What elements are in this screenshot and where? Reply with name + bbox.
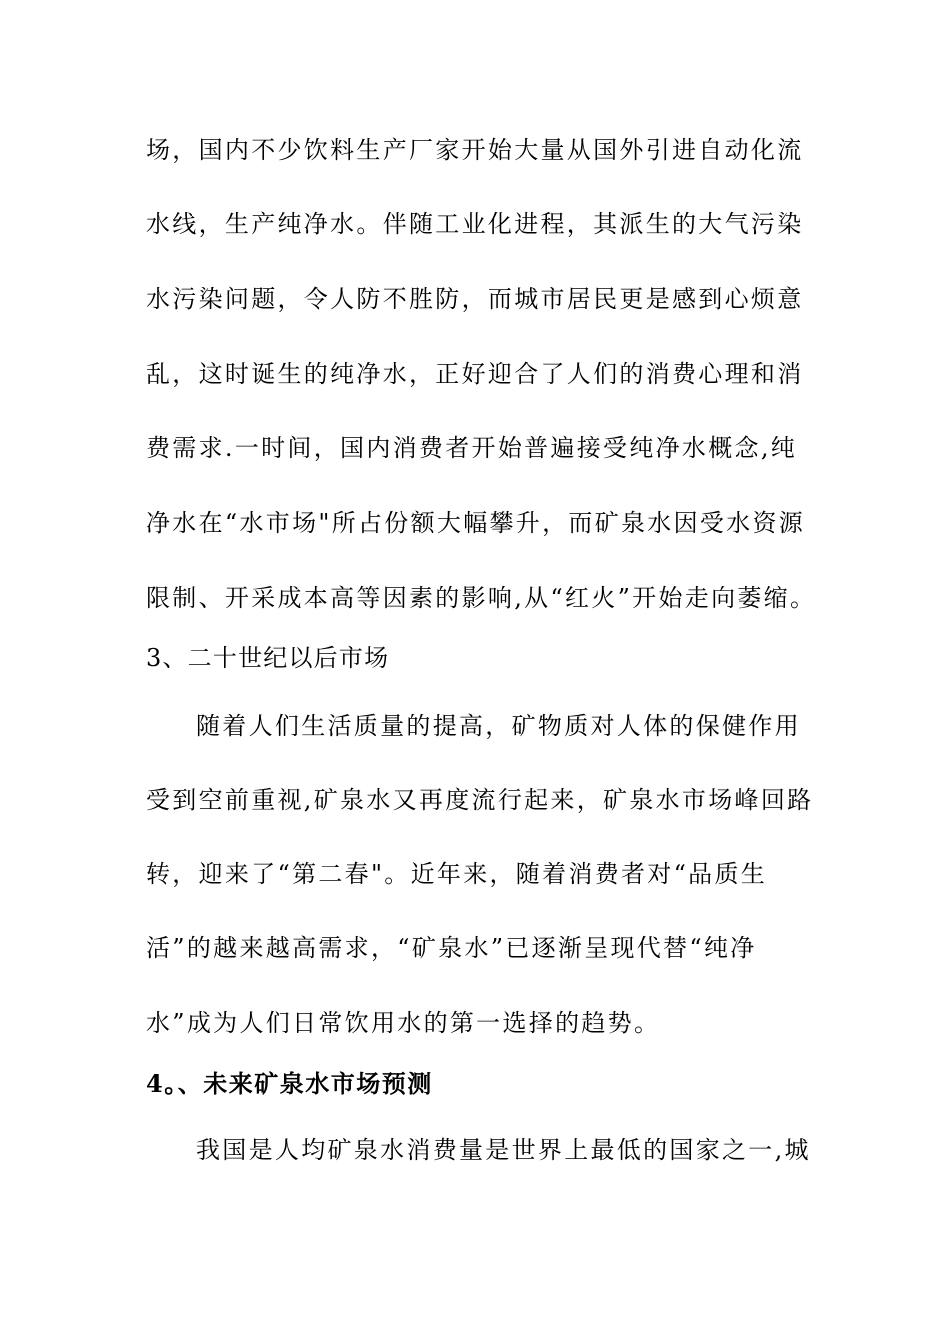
paragraph-line: 限制、开采成本高等因素的影响,从“红火”开始走向萎缩。 <box>146 584 817 612</box>
paragraph-line: 活”的越来越高需求，“矿泉水”已逐渐呈现代替“纯净 <box>146 934 757 962</box>
paragraph-line: 水线，生产纯净水。伴随工业化进程，其派生的大气污染 <box>146 210 804 238</box>
section-3-heading: 3、二十世纪以后市场 <box>146 644 390 672</box>
paragraph-line: 水污染问题，令人防不胜防，而城市居民更是感到心烦意 <box>146 285 804 313</box>
paragraph-line: 转，迎来了“第二春"。近年来，随着消费者对“品质生 <box>146 860 768 888</box>
paragraph-line: 费需求.一时间，国内消费者开始普遍接受纯净水概念,纯 <box>146 434 798 462</box>
paragraph-line: 水”成为人们日常饮用水的第一选择的趋势。 <box>146 1009 661 1037</box>
paragraph-line: 场，国内不少饮料生产厂家开始大量从国外引进自动化流 <box>146 136 804 164</box>
paragraph-line: 乱，这时诞生的纯净水，正好迎合了人们的消费心理和消 <box>146 360 804 388</box>
section-4-heading: 4。、未来矿泉水市场预测 <box>146 1069 433 1098</box>
paragraph-line: 受到空前重视,矿泉水又再度流行起来，矿泉水市场峰回路 <box>146 786 814 814</box>
paragraph-line: 净水在“水市场"所占份额大幅攀升，而矿泉水因受水资源 <box>146 509 806 537</box>
paragraph-line: 我国是人均矿泉水消费量是世界上最低的国家之一,城 <box>196 1136 811 1164</box>
paragraph-line: 随着人们生活质量的提高，矿物质对人体的保健作用 <box>196 712 801 740</box>
